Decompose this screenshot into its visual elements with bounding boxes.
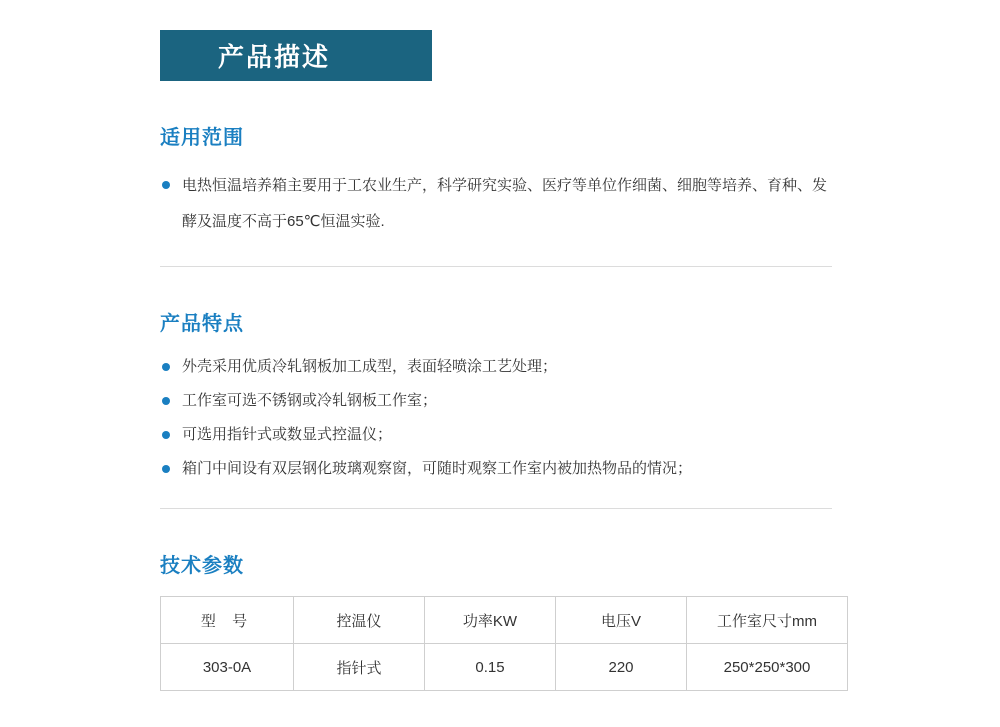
content-container bbox=[160, 0, 840, 691]
list-item bbox=[160, 168, 840, 240]
table-header-cell: 型 号 bbox=[161, 597, 294, 644]
section-divider bbox=[160, 266, 832, 267]
scope-list bbox=[160, 168, 840, 240]
section-title-scope: 适用范围 bbox=[160, 127, 244, 149]
list-item bbox=[160, 350, 840, 384]
bullet-dot-icon bbox=[162, 465, 170, 473]
section-scope bbox=[160, 121, 840, 267]
bullet-dot-icon bbox=[162, 363, 170, 371]
table-header-cell: 功率KW bbox=[425, 597, 556, 644]
bullet-dot-icon bbox=[162, 181, 170, 189]
bullet-dot-icon bbox=[162, 431, 170, 439]
table-header-cell: 工作室尺寸mm bbox=[687, 597, 848, 644]
section-divider bbox=[160, 508, 832, 509]
list-item bbox=[160, 418, 840, 452]
table-row bbox=[161, 644, 848, 691]
table-header-cell: 控温仪 bbox=[294, 597, 425, 644]
feature-text: 外壳采用优质冷轧钢板加工成型，表面轻喷涂工艺处理； bbox=[182, 358, 558, 375]
scope-paragraph: 电热恒温培养箱主要用于工农业生产，科学研究实验、医疗等单位作细菌、细胞等培养、育种、发酵及温度不高于65℃恒温实验. bbox=[182, 177, 828, 230]
list-item bbox=[160, 384, 840, 418]
table-cell: 指针式 bbox=[294, 644, 425, 691]
table-cell: 303-0A bbox=[161, 644, 294, 691]
table-head bbox=[161, 597, 848, 644]
feature-text: 箱门中间设有双层钢化玻璃观察窗，可随时观察工作室内被加热物品的情况； bbox=[182, 460, 693, 477]
table-cell: 220 bbox=[556, 644, 687, 691]
features-list bbox=[160, 350, 840, 486]
section-title-features: 产品特点 bbox=[160, 313, 244, 335]
list-item bbox=[160, 452, 840, 486]
specifications-table bbox=[160, 596, 848, 691]
page-title-banner bbox=[160, 30, 432, 81]
section-features bbox=[160, 307, 840, 509]
page-title: 产品描述 bbox=[218, 42, 331, 72]
section-title-specs: 技术参数 bbox=[160, 555, 244, 577]
table-cell: 250*250*300 bbox=[687, 644, 848, 691]
table-header-cell: 电压V bbox=[556, 597, 687, 644]
table-body bbox=[161, 644, 848, 691]
section-specs bbox=[160, 549, 840, 691]
table-cell: 0.15 bbox=[425, 644, 556, 691]
bullet-dot-icon bbox=[162, 397, 170, 405]
feature-text: 工作室可选不锈钢或冷轧钢板工作室； bbox=[182, 392, 438, 409]
feature-text: 可选用指针式或数显式控温仪； bbox=[182, 426, 393, 443]
table-header-row bbox=[161, 597, 848, 644]
